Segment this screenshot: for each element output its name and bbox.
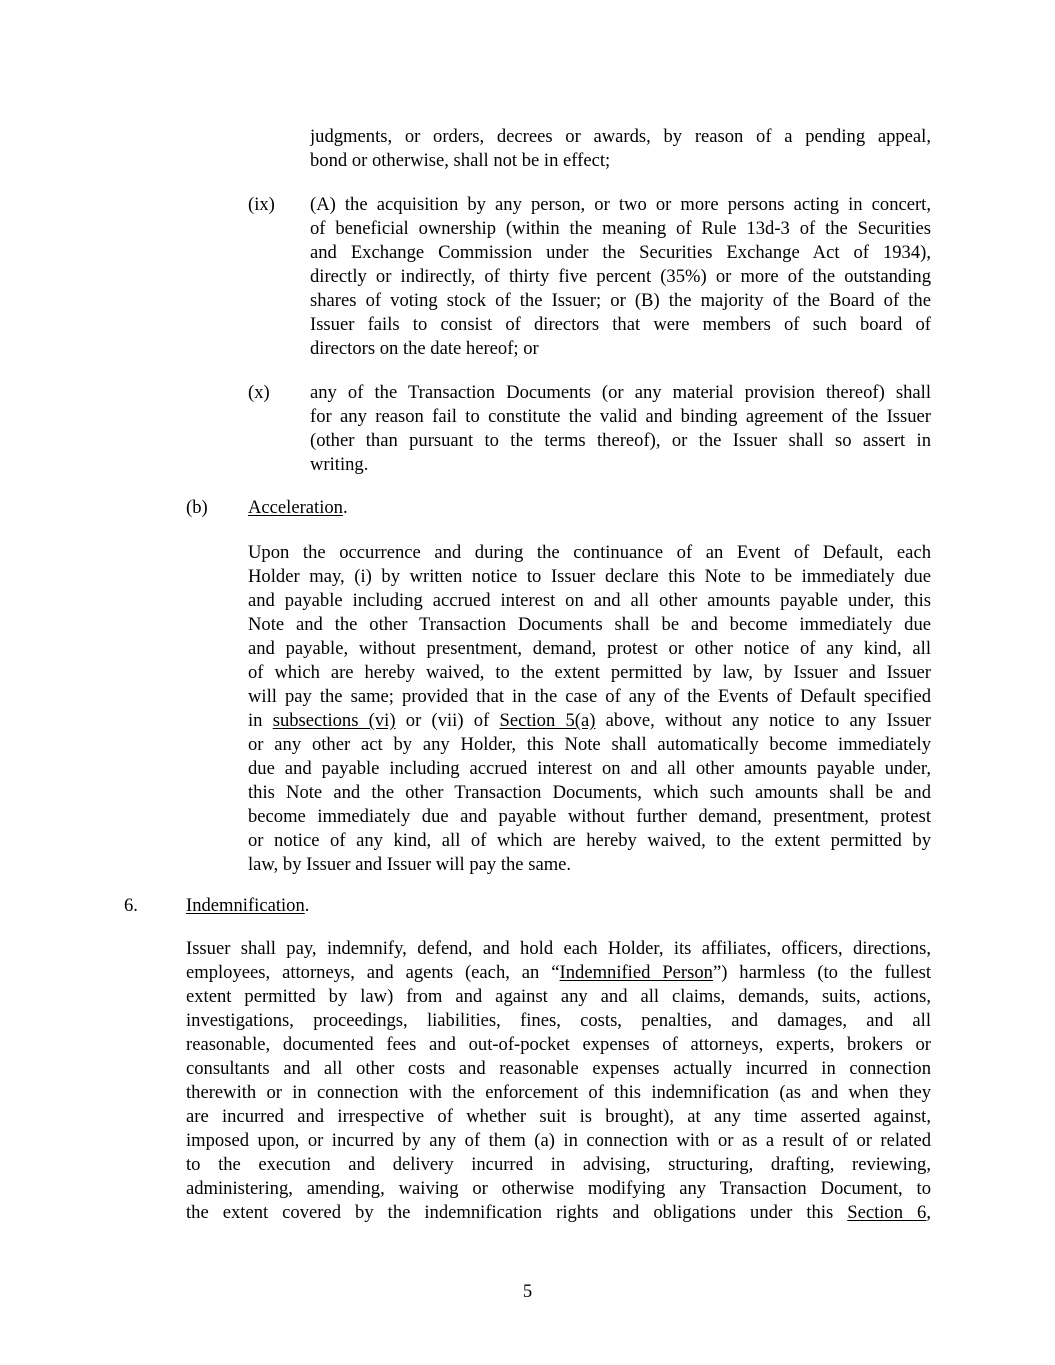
text-line: or any other act by any Holder, this Note shall automatically become immediately — [248, 734, 931, 755]
text-line: writing. — [310, 454, 369, 475]
text-line: and Exchange Commission under the Securities Exchange Act of 1934), — [310, 242, 931, 263]
item-x-paragraph — [310, 381, 931, 477]
text-line: (other than pursuant to the terms thereof), or the Issuer shall so assert in — [310, 430, 931, 451]
item-ix-paragraph — [310, 193, 931, 361]
text-fragment: , — [926, 1202, 931, 1223]
text-line: become immediately due and payable without further demand, presentment, protest — [248, 806, 931, 827]
text-line: due and payable including accrued interest on and all other amounts payable under, — [248, 758, 931, 779]
text-line: directly or indirectly, of thirty five percent (35%) or more of the outstanding — [310, 266, 931, 287]
section-heading-indemnification — [186, 894, 309, 918]
text-line-with-references — [248, 709, 931, 733]
cross-reference-section-5a[interactable]: Section 5(a) — [499, 710, 596, 731]
text-fragment: in — [248, 710, 273, 731]
text-line: reasonable, documented fees and out-of-pocket expenses of attorneys, experts, brokers or — [186, 1034, 931, 1055]
section-marker-b: (b) — [186, 497, 208, 518]
text-line: imposed upon, or incurred by any of them (a) in connection with or as a result of or related — [186, 1130, 931, 1151]
text-fragment: employees, attorneys, and agents (each, an “ — [186, 962, 560, 983]
text-line: for any reason fail to constitute the valid and binding agreement of the Issuer — [310, 406, 931, 427]
text-line: bond or otherwise, shall not be in effect; — [310, 150, 611, 171]
section-heading-acceleration — [248, 496, 348, 520]
text-line: any of the Transaction Documents (or any material provision thereof) shall — [310, 382, 931, 403]
section-marker-6: 6. — [124, 895, 138, 916]
text-line: (A) the acquisition by any person, or two or more persons acting in concert, — [310, 194, 931, 215]
text-line: extent permitted by law) from and against any and all claims, demands, suits, actions, — [186, 986, 931, 1007]
text-line: Issuer shall pay, indemnify, defend, and hold each Holder, its affiliates, officers, directions, — [186, 938, 931, 959]
text-line: will pay the same; provided that in the case of any of the Events of Default specified — [248, 686, 931, 707]
text-line: and payable, without presentment, demand, protest or other notice of any kind, all — [248, 638, 931, 659]
text-line: consultants and all other costs and reasonable expenses actually incurred in connection — [186, 1058, 931, 1079]
cross-reference-section-6[interactable]: Section 6 — [847, 1202, 927, 1223]
page-number: 5 — [522, 1281, 533, 1302]
heading-text: Acceleration — [248, 497, 343, 518]
text-fragment: ”) harmless (to the fullest — [712, 962, 931, 983]
heading-suffix: . — [342, 497, 348, 518]
text-line: and payable including accrued interest on and all other amounts payable under, this — [248, 590, 931, 611]
text-line-with-reference — [186, 1201, 931, 1225]
item-marker-x: (x) — [248, 382, 270, 403]
text-line: are incurred and irrespective of whether suit is brought), at any time asserted against, — [186, 1106, 931, 1127]
text-line: investigations, proceedings, liabilities, fines, costs, penalties, and damages, and all — [186, 1010, 931, 1031]
text-line: Upon the occurrence and during the continuance of an Event of Default, each — [248, 542, 931, 563]
text-line: Holder may, (i) by written notice to Issuer declare this Note to be immediately due — [248, 566, 931, 587]
text-line: of which are hereby waived, to the extent permitted by law, by Issuer and Issuer — [248, 662, 931, 683]
text-fragment: above, without any notice to any Issuer — [595, 710, 931, 731]
heading-suffix: . — [304, 895, 310, 916]
text-line: therewith or in connection with the enforcement of this indemnification (as and when they — [186, 1082, 931, 1103]
text-line: Issuer fails to consist of directors that were members of such board of — [310, 314, 931, 335]
defined-term-indemnified-person: Indemnified Person — [559, 962, 713, 983]
text-line: administering, amending, waiving or otherwise modifying any Transaction Document, to — [186, 1178, 931, 1199]
heading-text: Indemnification — [186, 895, 305, 916]
text-line: law, by Issuer and Issuer will pay the same. — [248, 854, 572, 875]
text-fragment: the extent covered by the indemnification rights and obligations under this — [186, 1202, 848, 1223]
text-line: judgments, or orders, decrees or awards, by reason of a pending appeal, — [310, 126, 931, 147]
text-line-with-defined-term — [186, 961, 931, 985]
item-marker-ix: (ix) — [248, 194, 275, 215]
text-line: to the execution and delivery incurred in advising, structuring, drafting, reviewing, — [186, 1154, 931, 1175]
text-line: shares of voting stock of the Issuer; or (B) the majority of the Board of the — [310, 290, 931, 311]
text-line: of beneficial ownership (within the meaning of Rule 13d-3 of the Securities — [310, 218, 931, 239]
text-line: or notice of any kind, all of which are hereby waived, to the extent permitted by — [248, 830, 931, 851]
text-line: Note and the other Transaction Documents shall be and become immediately due — [248, 614, 931, 635]
indemnification-paragraph — [186, 937, 931, 1225]
text-line: directors on the date hereof; or — [310, 338, 539, 359]
text-line: this Note and the other Transaction Documents, which such amounts shall be and — [248, 782, 931, 803]
acceleration-paragraph — [248, 541, 931, 877]
cross-reference-subsections[interactable]: subsections (vi) — [272, 710, 396, 731]
text-fragment: or (vii) of — [395, 710, 500, 731]
continuation-paragraph — [310, 125, 931, 173]
